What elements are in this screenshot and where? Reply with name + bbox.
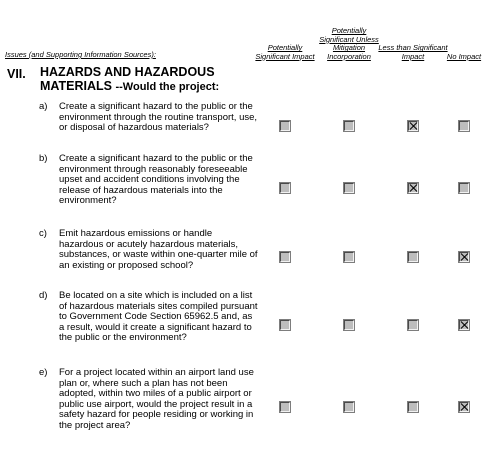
question-letter: b) xyxy=(39,153,48,164)
checkbox-mitigation-d[interactable] xyxy=(344,320,354,330)
checkbox-mitigation-e[interactable] xyxy=(344,402,354,412)
question-text: Be located on a site which is included on a list of hazardous materials sites compiled pursuant to Government Code Section 65962.5 and, as a result, would it create a significant hazard to the public or the environment? xyxy=(59,290,258,344)
checkbox-mitigation-b[interactable] xyxy=(344,183,354,193)
checkbox-no-impact-c[interactable] xyxy=(459,252,469,262)
question-letter: e) xyxy=(39,367,48,378)
section-subtitle: --Would the project: xyxy=(115,81,220,93)
column-header-label: No Impact xyxy=(446,51,482,61)
question-letter: a) xyxy=(39,101,48,112)
question-text: Emit hazardous emissions or handle hazardous or acutely hazardous materials, substances, or waste within one-quarter mile of an existing or proposed school? xyxy=(59,228,258,271)
column-header-label: Potentially Significant Unless Mitigation Incorporation xyxy=(319,26,379,61)
column-header-potentially-significant-unless-mitigation xyxy=(314,5,384,61)
checkbox-less-than-significant-b[interactable] xyxy=(408,183,418,193)
section-title xyxy=(40,65,250,94)
checkbox-potentially-significant-d[interactable] xyxy=(280,320,290,330)
section-title-text: HAZARDS AND HAZARDOUS MATERIALS xyxy=(40,65,215,93)
checkbox-mitigation-a[interactable] xyxy=(344,121,354,131)
checkbox-no-impact-d[interactable] xyxy=(459,320,469,330)
checkbox-potentially-significant-c[interactable] xyxy=(280,252,290,262)
column-header-label: Less than Significant Impact xyxy=(378,43,448,61)
issues-header: Issues (and Supporting Information Sources): xyxy=(5,50,156,59)
question-letter: c) xyxy=(39,228,47,239)
checkbox-less-than-significant-e[interactable] xyxy=(408,402,418,412)
checkbox-less-than-significant-a[interactable] xyxy=(408,121,418,131)
checkbox-no-impact-b[interactable] xyxy=(459,183,469,193)
question-text: Create a significant hazard to the public or the environment through reasonably foreseeable upset and accident conditions involving the release of hazardous materials into the environment? xyxy=(59,153,253,207)
checkbox-less-than-significant-c[interactable] xyxy=(408,252,418,262)
column-header-potentially-significant xyxy=(250,5,320,61)
checkbox-no-impact-e[interactable] xyxy=(459,402,469,412)
checkbox-less-than-significant-d[interactable] xyxy=(408,320,418,330)
checkbox-potentially-significant-a[interactable] xyxy=(280,121,290,131)
section-number: VII. xyxy=(7,67,26,81)
checkbox-mitigation-c[interactable] xyxy=(344,252,354,262)
question-text: Create a significant hazard to the public or the environment through the routine transport, use, or disposal of hazardous materials? xyxy=(59,101,258,134)
column-header-label: Potentially Significant Impact xyxy=(255,43,315,61)
question-letter: d) xyxy=(39,290,48,301)
column-header-no-impact xyxy=(429,5,483,61)
checkbox-no-impact-a[interactable] xyxy=(459,121,469,131)
checkbox-potentially-significant-e[interactable] xyxy=(280,402,290,412)
checkbox-potentially-significant-b[interactable] xyxy=(280,183,290,193)
question-text: For a project located within an airport land use plan or, where such a plan has not been adopted, within two miles of a public airport or public use airport, would the project result in a safety hazard for people residing or working in the project area? xyxy=(59,367,254,431)
